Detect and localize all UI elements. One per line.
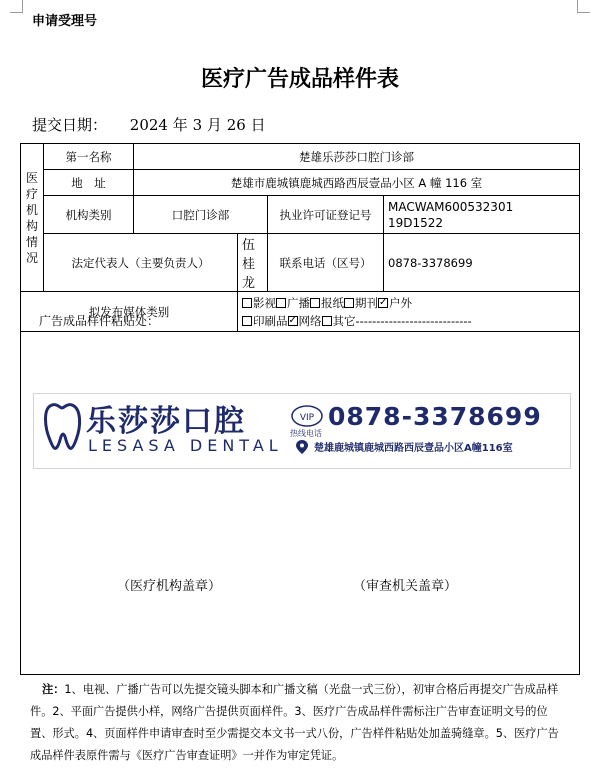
brand-name-cn: 乐莎莎口腔 xyxy=(86,404,246,439)
date-label: 提交日期： xyxy=(32,116,108,134)
media-option-newspaper[interactable]: 报纸 xyxy=(310,296,344,310)
ad-phone: 0878-3378699 xyxy=(328,402,542,431)
date-month-unit: 月 xyxy=(206,116,222,134)
media-option-outdoor[interactable]: ✓ 户外 xyxy=(378,296,412,310)
brand-name-en: LESASA DENTAL xyxy=(88,436,283,455)
info-table xyxy=(20,143,580,332)
checkbox-checked-icon xyxy=(378,298,388,308)
paste-label: 广告成品样件粘贴处： xyxy=(39,314,160,328)
sample-area xyxy=(20,309,580,675)
table-row xyxy=(21,234,580,292)
table-row xyxy=(21,144,580,170)
media-option-web[interactable]: ✓ 网络 xyxy=(288,314,322,328)
address-value: 楚雄市鹿城镇鹿城西路西辰壹品小区 A 幢 116 室 xyxy=(134,170,580,196)
rep-value: 伍桂龙 xyxy=(238,234,268,292)
checkbox-icon xyxy=(310,298,320,308)
other-blank: ---------------------------- xyxy=(355,313,472,328)
acceptance-no-label: 申请受理号 xyxy=(32,14,98,29)
media-option-other[interactable]: 其它 xyxy=(322,314,356,328)
crop-mark-left xyxy=(10,0,23,13)
date-month: 3 xyxy=(192,116,203,134)
crop-mark-right xyxy=(577,0,590,13)
page-title: 医疗广告成品样件表 xyxy=(200,66,399,92)
vip-badge: VIP xyxy=(299,413,315,423)
media-option-print[interactable]: 印刷品 xyxy=(242,314,288,328)
table-row xyxy=(21,196,580,234)
checkbox-icon xyxy=(242,298,252,308)
media-option-radio[interactable]: 广播 xyxy=(276,296,310,310)
media-option-journal[interactable]: 期刊 xyxy=(344,296,378,310)
submit-date xyxy=(32,114,266,135)
checkbox-icon xyxy=(344,298,354,308)
ad-address: 楚雄鹿城镇鹿城西路西辰壹品小区A幢116室 xyxy=(314,443,513,454)
type-label: 机构类别 xyxy=(44,196,134,234)
date-day-unit: 日 xyxy=(250,116,266,134)
org-seal-label: （医疗机构盖章） xyxy=(117,579,222,594)
review-seal-label: （审查机关盖章） xyxy=(353,579,458,594)
license-value: MACWAM600532301 19D1522 xyxy=(384,196,580,234)
type-value: 口腔门诊部 xyxy=(134,196,268,234)
location-pin-icon xyxy=(296,440,308,454)
hotline-label: 热线电话 xyxy=(290,429,322,438)
media-label: 拟发布媒体类别 xyxy=(21,292,238,332)
license-label: 执业许可证登记号 xyxy=(268,196,384,234)
org-section-label: 医 疗 机 构 情 况 xyxy=(21,144,44,292)
tooth-logo-icon xyxy=(42,400,82,462)
notes-text: 1、电视、广播广告可以先提交镜头脚本和广播文稿（光盘一式三份），初审合格后再提交广告成品样件。2、平面广告提供小样，网络广告提供页面样件。3、医疗广告成品样件需标注广告审查证明文号的位置、形式。4、页面样件申请审查时至少需提交本文书一式八份，广告样件粘贴处加盖骑缝章。5、医疗广告成品样件表原件需与《医疗广告审查证明》一并作为审定凭证。 xyxy=(30,683,559,762)
rep-label: 法定代表人（主要负责人） xyxy=(44,234,238,292)
checkbox-icon xyxy=(276,298,286,308)
date-year-unit: 年 xyxy=(172,116,188,134)
phone-value: 0878-3378699 xyxy=(384,234,580,292)
name-label: 第一名称 xyxy=(44,144,134,170)
date-year: 2024 xyxy=(129,116,168,134)
notes xyxy=(30,679,570,767)
media-option-film[interactable]: 影视 xyxy=(242,296,276,310)
table-row xyxy=(21,170,580,196)
vip-phone-icon xyxy=(290,404,324,428)
notes-prefix: 注： xyxy=(42,683,65,696)
ad-banner xyxy=(33,393,571,469)
date-day: 26 xyxy=(226,116,246,134)
name-value: 楚雄乐莎莎口腔门诊部 xyxy=(134,144,580,170)
phone-label: 联系电话（区号） xyxy=(268,234,384,292)
address-label: 地 址 xyxy=(44,170,134,196)
